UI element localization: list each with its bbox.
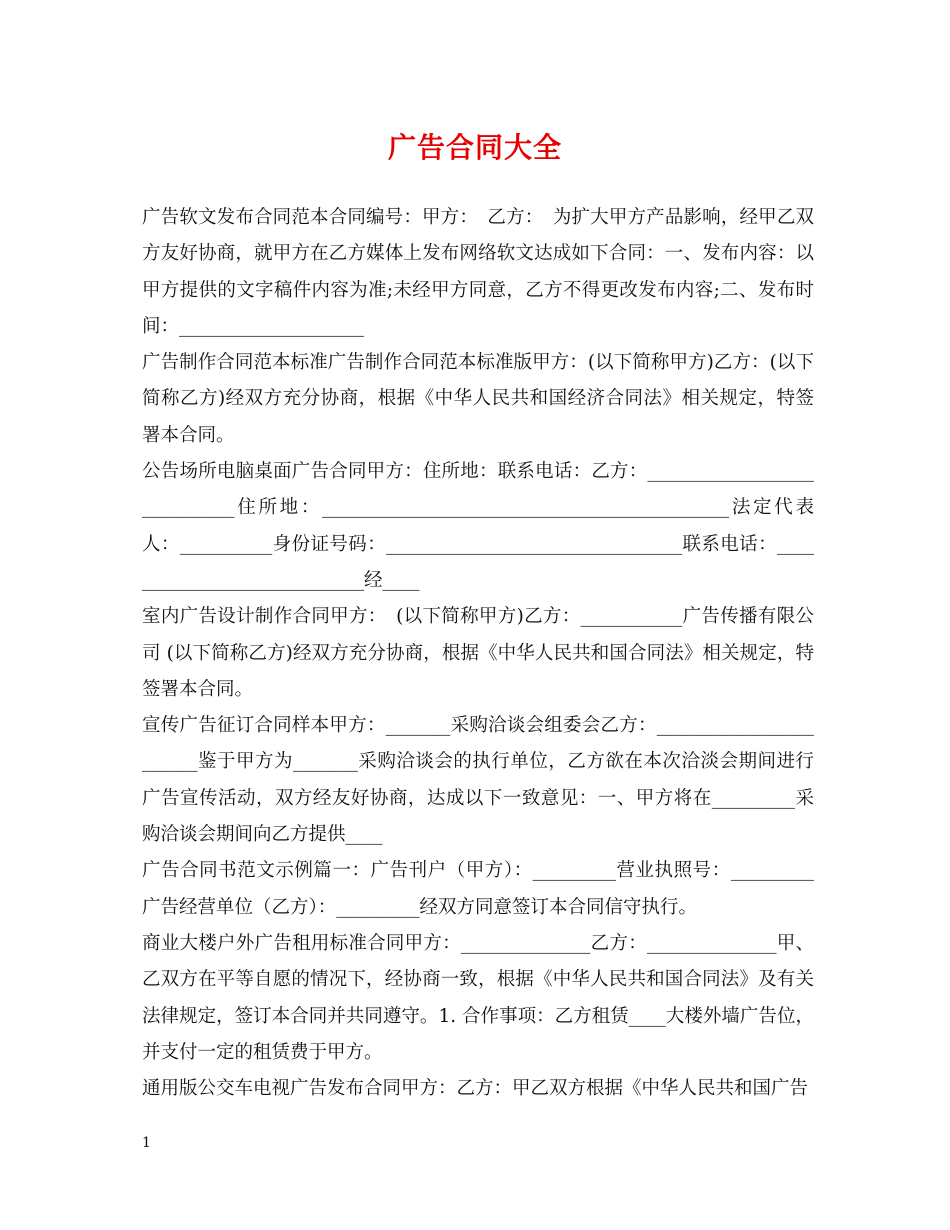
- paragraph-contract-sample: 广告合同书范文示例篇一：广告刊户（甲方）：_________营业执照号：_________广告经营单位（乙方）：_________经双方同意签订本合同信守执行。: [142, 860, 814, 918]
- paragraph-promotion-subscription-contract: 宣传广告征订合同样本甲方：_______采购洽谈会组委会乙方：_______________________鉴于甲方为_______采购洽谈会的执行单位，乙方欲在本次洽淡会期间进行广告宣传活动，双方经友好协商，达成以下一致意见：一、甲方将在_________采购洽谈会期间向乙方提供____: [142, 715, 814, 846]
- document-title: 广告合同大全: [387, 131, 562, 164]
- paragraph-production-contract: 广告制作合同范本标准广告制作合同范本标准版甲方：(以下简称甲方)乙方：(以下简称乙方)经双方充分协商，根据《中华人民共和国经济合同法》相关规定，特签署本合同。: [142, 352, 814, 446]
- paragraph-bus-tv-contract: 通用版公交车电视广告发布合同甲方：乙方：甲乙双方根据《中华人民共和国广告: [142, 1078, 809, 1100]
- document-body: [142, 200, 814, 1107]
- paragraph-soft-article-contract: 广告软文发布合同范本合同编号：甲方： 乙方： 为扩大甲方产品影响，经甲乙双方友好协商，就甲方在乙方媒体上发布网络软文达成如下合同：一、发布内容：以甲方提供的文字稿件内容为准;未经甲方同意，乙方不得更改发布内容;二、发布时间：____________________: [142, 207, 814, 337]
- paragraph-desktop-ad-contract: 公告场所电脑桌面广告合同甲方：住所地：联系电话：乙方：____________________________住所地：____________________________________________法定代表人：__________身份证号码：________________________________联系电话：____________________________经____: [142, 461, 814, 591]
- paragraph-indoor-design-contract: 室内广告设计制作合同甲方： (以下简称甲方)乙方：___________广告传播有限公司 (以下简称乙方)经双方充分协商，根据《中华人民共和国合同法》相关规定，特签署本合同。: [142, 606, 814, 700]
- paragraph-outdoor-lease-contract: 商业大楼户外广告租用标准合同甲方：______________乙方：______________甲、乙双方在平等自愿的情况下，经协商一致，根据《中华人民共和国合同法》及有关法律规定，签订本合同并共同遵守。1. 合作事项：乙方租赁____大楼外墙广告位，并支付一定的租赁费于甲方。: [142, 932, 814, 1063]
- page-number: 1: [142, 1135, 151, 1151]
